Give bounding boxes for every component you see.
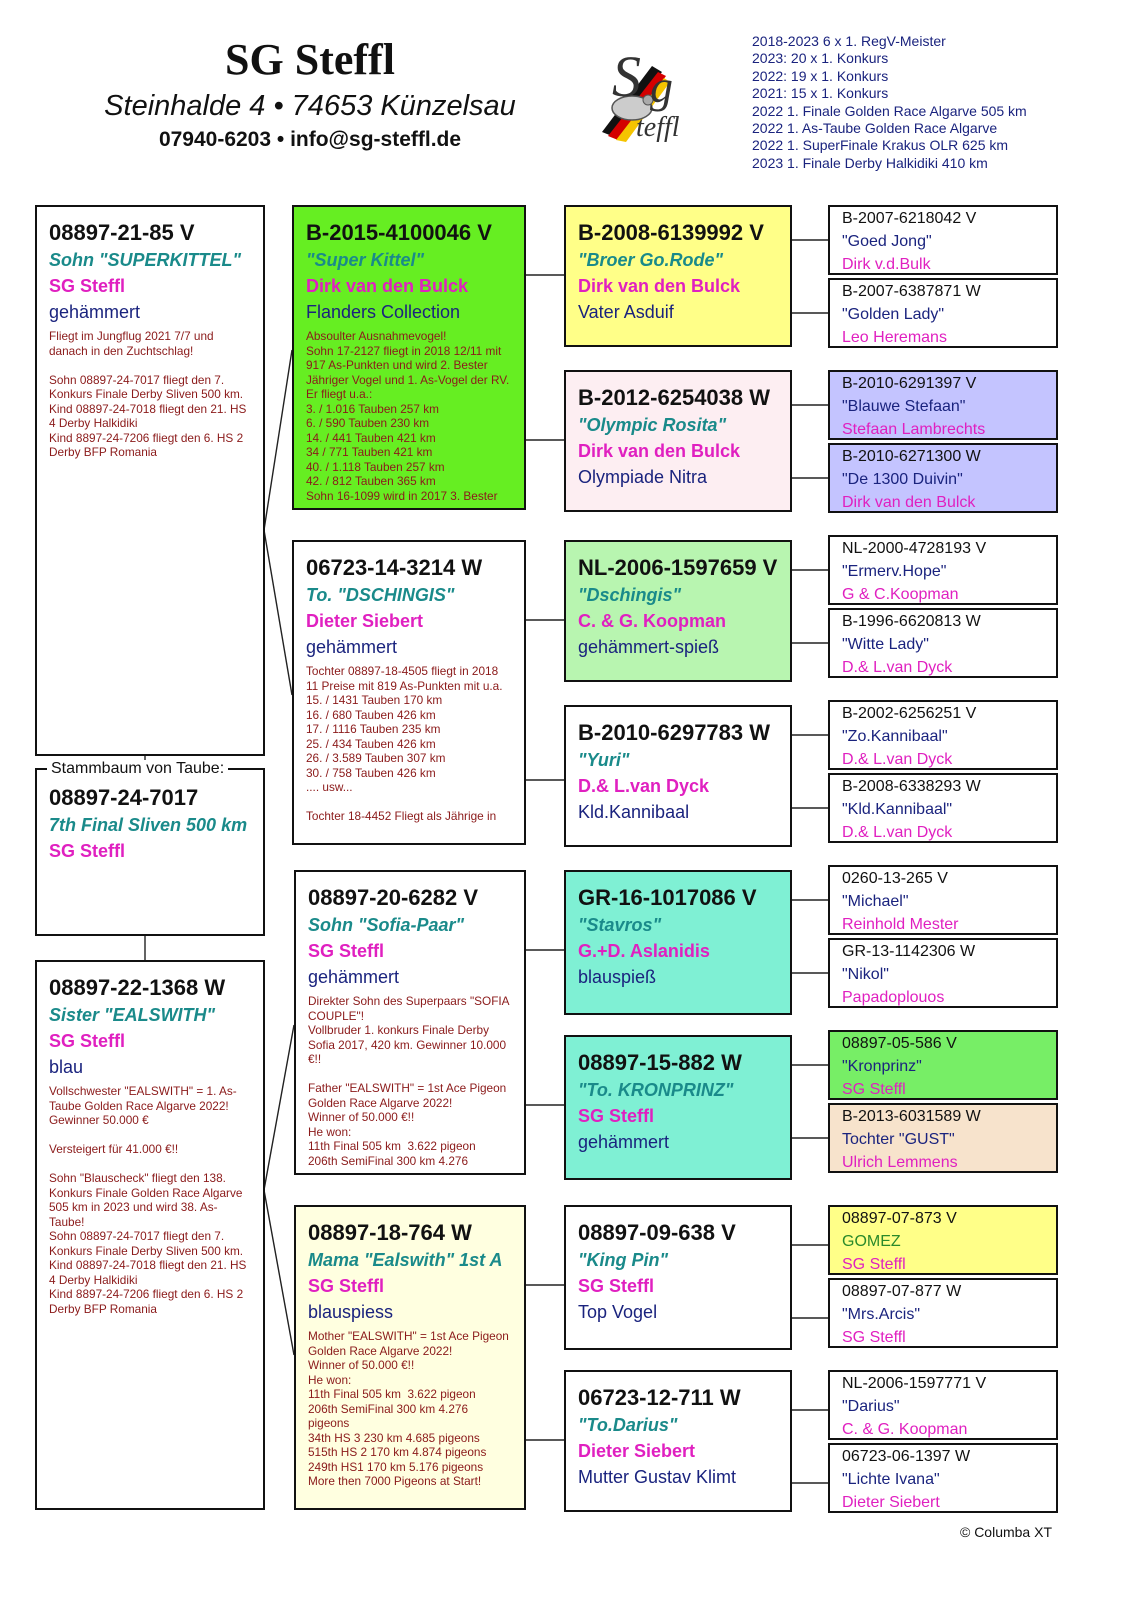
gggp-breeder: D.& L.van Dyck [842, 824, 953, 841]
ggp-name: "To.Darius" [578, 1415, 678, 1435]
grandparent-ring: 08897-18-764 W [308, 1220, 472, 1245]
mother-note: Vollschwester "EALSWITH" = 1. As-Taube Golden Race Algarve 2022! Gewinner 50.000 € Versteigert für 41.000 €!! Sohn "Blauscheck" fliegt den 138. Konkurs Finale Golden Race Algarve 505 km in 2023 und wird 38. As-Taube! Sohn 08897-24-7017 fliegt den 7. Konkurs Finale Derby Sliven 500 km. Kind 08897-24-7018 fliegt den 21. HS 4 Derby Halkidiki Kind 8897-24-7206 fliegt den 6. HS 2 Derby BFP Romania [49, 1084, 247, 1316]
great-grandparent-card [564, 205, 792, 347]
mother-extra: blau [49, 1057, 84, 1077]
achievement-item: 2021: 15 x 1. Konkurs [752, 85, 889, 102]
ggp-ring: 08897-09-638 V [578, 1220, 736, 1245]
great-grandparent-card [564, 1035, 792, 1180]
grandparent-note: Absoulter Ausnahmevogel! Sohn 17-2127 fliegt in 2018 12/11 mit 917 As-Punkten und wird 2. Bester Jähriger Vogel und 1. As-Vogel der RV. Er fliegt u.a.: 3. / 1.016 Tauben 257 km 6. / 590 Tauben 230 km 14. / 441 Tauben 421 km 34 / 771 Tauben 421 km 40. / 1.118 Tauben 257 km 42. / 812 Tauben 365 km Sohn 16-1099 wird in 2017 3. Bester [306, 329, 510, 503]
gggp-name: Tochter "GUST" [842, 1131, 955, 1148]
gggp-ring: NL-2000-4728193 V [842, 540, 987, 557]
ggg-parent-card [828, 773, 1058, 843]
ggp-name: "Dschingis" [578, 585, 682, 605]
gggp-breeder: Dieter Siebert [842, 1494, 940, 1511]
gggp-breeder: C. & G. Koopman [842, 1421, 968, 1438]
gggp-ring: 06723-06-1397 W [842, 1448, 971, 1465]
mother-card [35, 960, 265, 1510]
grandparent-note: Tochter 08897-18-4505 fliegt in 2018 11 Preise mit 819 As-Punkten mit u.a. 15. / 1431 Tauben 170 km 16. / 680 Tauben 426 km 17. / 1116 Tauben 235 km 25. / 434 Tauben 426 km 26. / 3.589 Tauben 307 km 30. / 758 Tauben 426 km .... usw... Tochter 18-4452 Fliegt als Jährige in [306, 664, 503, 823]
ggp-extra: Kld.Kannibaal [578, 802, 690, 822]
grandparent-note: Mother "EALSWITH" = 1st Ace Pigeon Golden Race Algarve 2022! Winner of 50.000 €!! He won: 11th Final 505 km 3.622 pigeon 206th SemiFinal 300 km 4.276 pigeons 34th HS 3 230 km 4.685 pigeons 515th HS 2 170 km 4.874 pigeons 249th HS1 170 km 5.176 pigeons More then 7000 Pigeons at Start! [308, 1329, 509, 1488]
ggp-name: "Yuri" [578, 750, 630, 770]
grandparent-name: To. "DSCHINGIS" [306, 585, 455, 605]
gggp-name: "Goed Jong" [842, 233, 932, 250]
grandparent-extra: blauspiess [308, 1302, 394, 1322]
gggp-ring: 08897-07-873 V [842, 1210, 957, 1227]
father-breeder: SG Steffl [49, 276, 126, 296]
grandparent-extra: Flanders Collection [306, 302, 461, 322]
gggp-breeder: SG Steffl [842, 1081, 906, 1098]
gggp-ring: B-2010-6271300 W [842, 448, 981, 465]
ggg-parent-card [828, 278, 1058, 348]
ggp-breeder: C. & G. Koopman [578, 611, 726, 631]
ggp-name: "Stavros" [578, 915, 662, 935]
grandparent-note: Direkter Sohn des Superpaars "SOFIA COUPLE"! Vollbruder 1. konkurs Finale Derby Sofia 2017, 420 km. Gewinner 10.000 €!! Father "EALSWITH" = 1st Ace Pigeon Golden Race Algarve 2022! Winner of 50.000 €!! He won: 11th Final 505 km 3.622 pigeon 206th SemiFinal 300 km 4.276 [308, 994, 509, 1168]
great-grandparent-card [564, 1370, 792, 1512]
mother-breeder: SG Steffl [49, 1031, 126, 1051]
grandparent-card [294, 1205, 526, 1510]
ggp-breeder: G.+D. Aslanidis [578, 941, 710, 961]
gggp-name: "Witte Lady" [842, 636, 929, 653]
achievement-item: 2018-2023 6 x 1. RegV-Meister [752, 33, 946, 49]
ggp-ring: B-2012-6254038 W [578, 385, 771, 410]
grandparent-extra: gehämmert [306, 637, 398, 657]
ggp-extra: Top Vogel [578, 1302, 658, 1322]
grandparent-breeder: Dieter Siebert [306, 611, 424, 631]
gggp-breeder: Stefaan Lambrechts [842, 421, 986, 438]
father-name: Sohn "SUPERKITTEL" [49, 250, 242, 270]
ggp-breeder: SG Steffl [578, 1276, 655, 1296]
achievement-item: 2023: 20 x 1. Konkurs [752, 50, 889, 67]
father-ring: 08897-21-85 V [49, 220, 195, 245]
father-note: Fliegt im Jungflug 2021 7/7 und danach in den Zuchtschlag! Sohn 08897-24-7017 fliegt den 7. Konkurs Finale Derby Sliven 500 km. Kind 08897-24-7018 fliegt den 21. HS 4 Derby Halkidiki Kind 8897-24-7206 fliegt den 6. HS 2 Derby BFP Romania [49, 329, 247, 459]
ggp-extra: Olympiade Nitra [578, 467, 708, 487]
footer-copyright: © Columba XT [959, 1524, 1052, 1540]
ggg-parent-card [828, 1205, 1058, 1275]
gggp-name: "Lichte Ivana" [842, 1471, 940, 1488]
great-grandparent-card [564, 540, 792, 682]
gggp-ring: B-2002-6256251 V [842, 705, 977, 722]
ggg-parent-card [828, 370, 1058, 440]
achievement-item: 2022: 19 x 1. Konkurs [752, 67, 889, 84]
mother-ring: 08897-22-1368 W [49, 975, 226, 1000]
gggp-ring: 08897-07-877 W [842, 1283, 962, 1300]
ggp-ring: B-2010-6297783 W [578, 720, 771, 745]
ggg-parent-card [828, 1103, 1058, 1173]
gggp-name: "Kronprinz" [842, 1058, 922, 1075]
father-card [35, 205, 265, 756]
header-contact: 07940-6203 • info@sg-steffl.de [158, 128, 462, 151]
achievement-item: 2022 1. Finale Golden Race Algarve 505 km [752, 102, 1027, 119]
ggg-parent-card [828, 1370, 1058, 1440]
gggp-name: GOMEZ [842, 1233, 901, 1250]
header-address: Steinhalde 4 • 74653 Künzelsau [104, 90, 516, 122]
ggp-name: "Olympic Rosita" [578, 415, 727, 435]
gggp-name: "Ermerv.Hope" [842, 563, 947, 580]
grandparent-breeder: SG Steffl [308, 1276, 385, 1296]
ggp-extra: blauspieß [578, 967, 657, 987]
gggp-name: "Nikol" [842, 966, 889, 983]
grandparent-name: Sohn "Sofia-Paar" [308, 915, 465, 935]
great-grandparent-card [564, 705, 792, 847]
grandparent-ring: 08897-20-6282 V [308, 885, 479, 910]
ggp-extra: gehämmert [578, 1132, 670, 1152]
grandparent-name: Mama "Ealswith" 1st A [308, 1250, 503, 1270]
ggp-extra: gehämmert-spieß [578, 637, 720, 657]
ggp-ring: B-2008-6139992 V [578, 220, 764, 245]
svg-text:teffl: teffl [636, 112, 680, 143]
ggg-parent-card [828, 865, 1058, 935]
ggg-parent-card [828, 700, 1058, 770]
grandparent-breeder: SG Steffl [308, 941, 385, 961]
gggp-name: "Mrs.Arcis" [842, 1306, 921, 1323]
gggp-name: "De 1300 Duivin" [842, 471, 963, 488]
grandparent-card [292, 205, 526, 510]
subject-ring: 08897-24-7017 [49, 785, 199, 810]
great-grandparent-card [564, 1205, 792, 1350]
mother-name: Sister "EALSWITH" [49, 1005, 216, 1025]
gggp-breeder: Dirk van den Bulck [842, 494, 976, 511]
gggp-name: "Golden Lady" [842, 306, 945, 323]
ggp-breeder: Dirk van den Bulck [578, 441, 741, 461]
gggp-ring: NL-2006-1597771 V [842, 1375, 987, 1392]
gggp-name: "Darius" [842, 1398, 900, 1415]
ggg-parent-card [828, 443, 1058, 513]
gggp-breeder: Reinhold Mester [842, 916, 959, 933]
gggp-ring: B-2007-6387871 W [842, 283, 981, 300]
gggp-breeder: Papadoplouos [842, 989, 945, 1006]
ggp-breeder: D.& L.van Dyck [578, 776, 710, 796]
grandparent-extra: gehämmert [308, 967, 400, 987]
ggp-breeder: Dieter Siebert [578, 1441, 696, 1461]
gggp-breeder: Ulrich Lemmens [842, 1154, 958, 1171]
great-grandparent-card [564, 870, 792, 1015]
gggp-ring: B-2008-6338293 W [842, 778, 981, 795]
gggp-name: "Michael" [842, 893, 909, 910]
achievement-item: 2022 1. As-Taube Golden Race Algarve [752, 120, 998, 137]
subject-breeder: SG Steffl [49, 841, 126, 861]
gggp-ring: B-2010-6291397 V [842, 375, 977, 392]
gggp-breeder: SG Steffl [842, 1329, 906, 1346]
ggg-parent-card [828, 608, 1058, 678]
father-extra: gehämmert [49, 302, 141, 322]
header-title: SG Steffl [225, 35, 395, 84]
grandparent-card [292, 540, 526, 845]
gggp-name: "Kld.Kannibaal" [842, 801, 953, 818]
gggp-ring: B-2013-6031589 W [842, 1108, 981, 1125]
svg-text:g: g [650, 61, 673, 112]
ggp-ring: GR-16-1017086 V [578, 885, 757, 910]
ggg-parent-card [828, 1278, 1058, 1348]
gggp-ring: 08897-05-586 V [842, 1035, 957, 1052]
ggp-extra: Mutter Gustav Klimt [578, 1467, 737, 1487]
gggp-breeder: D.& L.van Dyck [842, 751, 953, 768]
ggp-breeder: SG Steffl [578, 1106, 655, 1126]
subject-label: Stammbaum von Taube: [47, 760, 228, 778]
ggp-breeder: Dirk van den Bulck [578, 276, 741, 296]
gggp-ring: GR-13-1142306 W [842, 943, 976, 960]
ggg-parent-card [828, 535, 1058, 605]
gggp-ring: 0260-13-265 V [842, 870, 948, 887]
ggg-parent-card [828, 1443, 1058, 1513]
grandparent-card [294, 870, 526, 1175]
grandparent-name: "Super Kittel" [306, 250, 425, 270]
gggp-breeder: D.& L.van Dyck [842, 659, 953, 676]
ggp-name: "Broer Go.Rode" [578, 250, 724, 270]
gggp-breeder: Dirk v.d.Bulk [842, 256, 931, 273]
ggp-name: "King Pin" [578, 1250, 669, 1270]
ggp-ring: NL-2006-1597659 V [578, 555, 778, 580]
svg-text:S: S [612, 44, 641, 109]
gggp-name: "Zo.Kannibaal" [842, 728, 948, 745]
great-grandparent-card [564, 370, 792, 512]
grandparent-breeder: Dirk van den Bulck [306, 276, 469, 296]
achievement-item: 2023 1. Finale Derby Halkidiki 410 km [752, 154, 988, 171]
ggp-ring: 08897-15-882 W [578, 1050, 742, 1075]
gggp-ring: B-2007-6218042 V [842, 210, 977, 227]
gggp-breeder: SG Steffl [842, 1256, 906, 1273]
ggg-parent-card [828, 938, 1058, 1008]
subject-card [35, 760, 265, 936]
ggp-ring: 06723-12-711 W [578, 1385, 741, 1410]
subject-name: 7th Final Sliven 500 km [49, 815, 248, 835]
gggp-breeder: G & C.Koopman [842, 586, 959, 603]
achievement-item: 2022 1. SuperFinale Krakus OLR 625 km [752, 137, 1009, 154]
grandparent-ring: 06723-14-3214 W [306, 555, 483, 580]
ggg-parent-card [828, 1030, 1058, 1100]
ggg-parent-card [828, 205, 1058, 275]
grandparent-ring: B-2015-4100046 V [306, 220, 492, 245]
ggp-extra: Vater Asduif [578, 302, 674, 322]
gggp-name: "Blauwe Stefaan" [842, 398, 966, 415]
ggp-name: "To. KRONPRINZ" [578, 1080, 734, 1100]
gggp-breeder: Leo Heremans [842, 329, 947, 346]
gggp-ring: B-1996-6620813 W [842, 613, 981, 630]
